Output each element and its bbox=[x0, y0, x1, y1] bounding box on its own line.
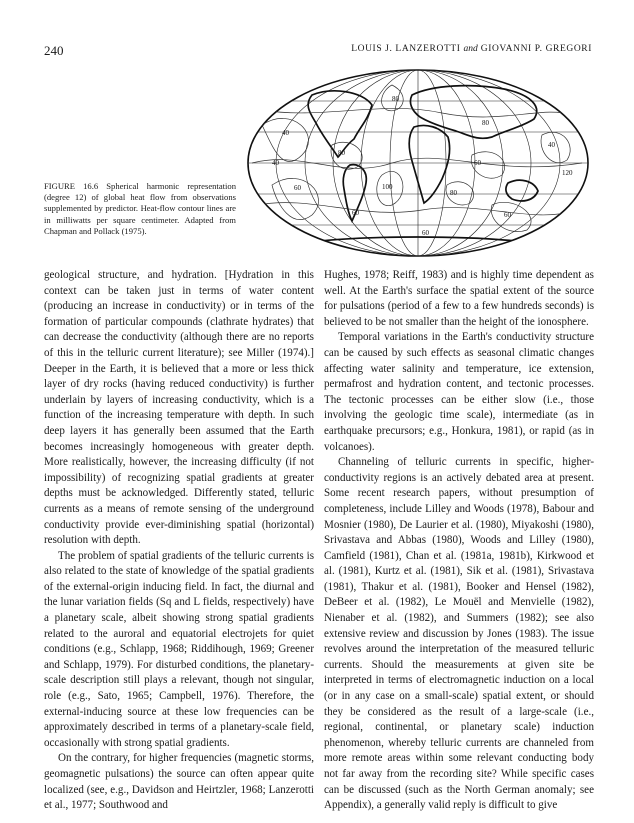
running-head bbox=[351, 44, 592, 54]
paragraph: Temporal variations in the Earth's conductivity structure can be caused by such effects as seasonal climatic changes affecting water salinity and temperature, ice extension, permafrost and hydration content, and tectonic processes. The tectonic processes can be either slow (i.e., those involving the geologic time scale), intermediate (as in earthquake precursors; e.g., Honkura, 1981), or rapid (as in volcanoes). bbox=[324, 331, 594, 453]
running-head-and: and bbox=[463, 44, 478, 54]
heat-flow-map bbox=[242, 65, 594, 261]
contour-label: 40 bbox=[548, 141, 555, 149]
contour-label: 80 bbox=[450, 189, 457, 197]
contour-label: 60 bbox=[352, 209, 359, 217]
contour-label: 80 bbox=[338, 149, 345, 157]
contour-label: 80 bbox=[392, 95, 399, 103]
paragraph: Channeling of telluric currents in specific, higher-conductivity regions is an actively debated area at present. Some recent research papers, without presumption of completeness, include Lilley and Woods (1978), Babour and Mosnier (1980), De Laurier et al. (1980), Miyakoshi (1980), Srivastava and Abbas (1980), Woods and Lilley (1980), Camfield (1981), Chan et al. (1981a, 1981b), Kirkwood et al. (1981), Kurtz et al. (1981), Sik et al. (1981), Srivastava (1981), Thakur et al. (1981), Booker and Hensel (1982), DeBeer et al. (1982), Le Mouël and Menvielle (1982), Nienaber et al. (1982), and Summers (1982); see also extensive review and discussion by Jones (1983). The issue revolves around the interpretation of the measured telluric currents. Should the measurements at given site be interpreted in terms of electromagnetic induction on a local (or in any case on a small-scale) spatial extent, or should they be considered as the result of a large-scale (i.e., regional, continental, or planetary scale) induction phenomenon, whereby telluric currents are channeled from more remote areas within some relevant conducting body not far away from the recording site? While specific cases can be discussed (such as the North German anomaly; see Appendix), a generally valid reply is difficult to give bbox=[324, 456, 594, 812]
contour-label: 60 bbox=[504, 211, 511, 219]
contour-label: 100 bbox=[382, 183, 393, 191]
contour-label: 40 bbox=[272, 159, 279, 167]
paragraph: The problem of spatial gradients of the telluric currents is also related to the state of knowledge of the spatial gradients of the external-origin inducing field. In fact, the diurnal and the lunar variation fields (Sq and L fields, respectively) have a planetary scale, albeit showing strong spatial gradients related to the auroral and equatorial electrojets for quiet conditions (e.g., Schlapp, 1968; Riddihough, 1969; Greener and Schlapp, 1979). For disturbed conditions, the planetary-scale description still plays a relevant, though not singular, role (e.g., Sato, 1965; Campbell, 1976). Therefore, the external-inducing source at these low frequencies can be approximately described in terms of a planetary-scale field, occasionally with strong spatial gradients. bbox=[44, 549, 314, 749]
running-head-author2: GIOVANNI P. GREGORI bbox=[480, 44, 592, 54]
paragraph: Hughes, 1978; Reiff, 1983) and is highly time dependent as well. At the Earth's surface the spatial extent of the source for pulsations (period of a few to a few hundreds seconds) is believed to be not smaller than the height of the ionosphere. bbox=[324, 269, 594, 328]
paragraph: On the contrary, for higher frequencies (magnetic storms, geomagnetic pulsations) the source can often appear quite localized (see, e.g., Davidson and Heirtzler, 1968; Lanzerotti et al., 1977; Southwood and bbox=[44, 752, 314, 812]
contour-label: 60 bbox=[474, 159, 481, 167]
figure-caption: FIGURE 16.6 Spherical harmonic representation (degree 12) of global heat flow from observations supplemented by predictor. Heat-flow contour lines are in milliwatts per square centimeter. Adapted from Chapman and Pollack (1975). bbox=[44, 181, 236, 236]
running-head-author1: LOUIS J. LANZEROTTI bbox=[351, 44, 461, 54]
paragraph: geological structure, and hydration. [Hydration in this context can be taken just in terms of water content (producing an increase in conductivity) or in terms of the formation of particular compounds (clathrate hydrates) that can decrease the conductivity (although there are no reports of this in the telluric current literature); see Miller (1974).] Deeper in the Earth, it is believed that a more or less thick layer of dry rocks (having reduced conductivity) is further underlain by layers of increasing conductivity, which is a function of the increasing temperature with depth. In such deep layers it has generally been assumed that the Earth becomes increasingly homogeneous with greater depth. More realistically, however, the increasing difficulty (if not impossibility) of recognizing spatial gradients at greater depths must be acknowledged. Differently stated, telluric currents as a means of remote sensing of the underground conductivity provide ever-diminishing spatial (horizontal) resolution with depth. bbox=[44, 269, 314, 547]
contour-label: 40 bbox=[282, 129, 289, 137]
contour-label: 120 bbox=[562, 169, 573, 177]
left-column bbox=[44, 268, 314, 814]
contour-label: 60 bbox=[294, 184, 301, 192]
contour-label: 60 bbox=[422, 229, 429, 237]
right-column bbox=[324, 268, 594, 814]
contour-label: 80 bbox=[482, 119, 489, 127]
page-number: 240 bbox=[44, 43, 64, 58]
